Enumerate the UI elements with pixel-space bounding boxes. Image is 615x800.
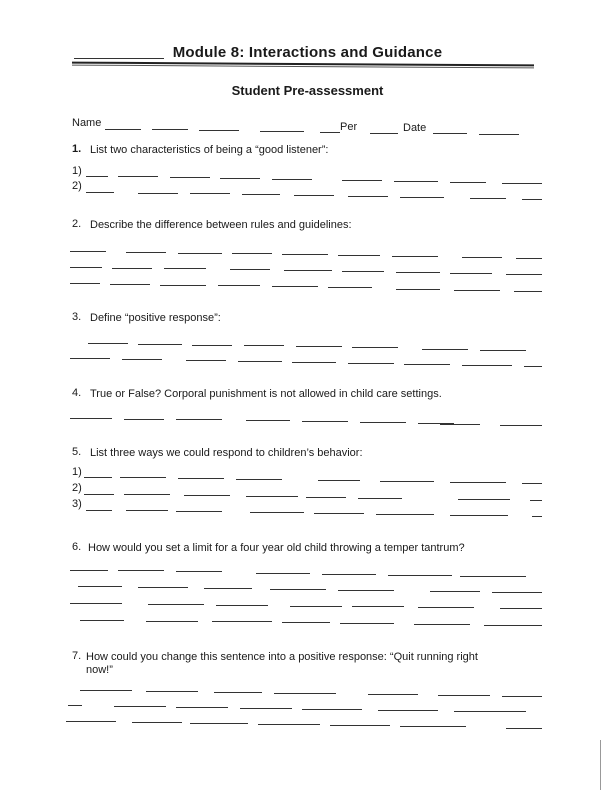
answer-blank[interactable] [462,365,512,366]
answer-blank[interactable] [392,256,438,257]
answer-blank[interactable] [514,291,542,292]
answer-blank[interactable] [418,607,474,608]
question-1-item-1: 1) [72,165,82,177]
answer-blank[interactable] [258,724,320,725]
answer-blank[interactable] [256,573,310,574]
answer-blank[interactable] [430,591,480,592]
answer-blank[interactable] [186,360,226,361]
answer-blank[interactable] [126,510,168,511]
name-blank[interactable] [152,129,188,130]
answer-blank[interactable] [70,251,106,252]
answer-blank[interactable] [216,605,268,606]
answer-blank[interactable] [146,621,198,622]
date-blank[interactable] [433,133,467,134]
name-blank[interactable] [105,129,141,130]
answer-blank[interactable] [80,620,124,621]
answer-blank[interactable] [484,625,542,626]
answer-blank[interactable] [284,270,332,271]
answer-blank[interactable] [236,479,282,480]
question-6-number: 6. [72,541,82,553]
answer-blank[interactable] [524,366,542,367]
answer-blank[interactable] [70,603,122,604]
answer-blank[interactable] [376,514,434,515]
answer-blank[interactable] [340,623,394,624]
answer-blank[interactable] [220,178,260,179]
answer-blank[interactable] [110,284,150,285]
answer-blank[interactable] [404,364,450,365]
per-label: Per [340,121,358,133]
answer-blank[interactable] [396,289,440,290]
answer-blank[interactable] [146,691,198,692]
answer-blank[interactable] [164,268,206,269]
answer-blank[interactable] [138,344,182,345]
answer-blank[interactable] [454,290,500,291]
answer-blank[interactable] [68,705,82,706]
answer-blank[interactable] [246,496,298,497]
answer-blank[interactable] [66,721,116,722]
answer-blank[interactable] [138,193,178,194]
answer-blank[interactable] [238,361,282,362]
question-4-text: True or False? Corporal punishment is not allowed in child care settings. [90,388,442,400]
answer-blank[interactable] [450,273,492,274]
answer-blank[interactable] [422,349,468,350]
answer-blank[interactable] [78,586,122,587]
answer-blank[interactable] [522,199,542,200]
answer-blank[interactable] [70,283,100,284]
answer-blank[interactable] [290,606,342,607]
answer-blank[interactable] [302,709,362,710]
name-blank[interactable] [260,131,304,132]
answer-blank[interactable] [118,176,158,177]
answer-blank[interactable] [178,253,222,254]
answer-blank[interactable] [232,253,272,254]
answer-blank[interactable] [80,690,132,691]
answer-blank[interactable] [124,419,164,420]
per-blank[interactable] [320,132,340,133]
answer-blank[interactable] [516,258,542,259]
answer-blank[interactable] [306,497,346,498]
answer-blank[interactable] [190,193,230,194]
answer-blank[interactable] [342,271,384,272]
question-2-number: 2. [72,218,82,230]
answer-blank[interactable] [530,500,542,501]
question-5-item-2: 2) [72,482,82,494]
answer-blank[interactable] [348,196,388,197]
answer-blank[interactable] [358,498,402,499]
scan-edge-mark [600,740,601,790]
answer-blank[interactable] [450,182,486,183]
answer-blank[interactable] [328,287,372,288]
answer-blank[interactable] [388,575,452,576]
question-7-text-continued: now!” [86,664,113,676]
answer-blank[interactable] [380,481,434,482]
answer-blank[interactable] [250,512,304,513]
answer-blank[interactable] [338,590,394,591]
answer-blank[interactable] [400,197,444,198]
answer-blank[interactable] [282,622,330,623]
answer-blank[interactable] [274,693,336,694]
answer-blank[interactable] [240,708,292,709]
page-subtitle: Student Pre-assessment [231,83,384,98]
answer-blank[interactable] [394,181,438,182]
answer-blank[interactable] [246,420,290,421]
answer-blank[interactable] [400,726,466,727]
answer-blank[interactable] [450,482,506,483]
question-1-number: 1. [72,143,82,155]
answer-blank[interactable] [352,606,404,607]
question-6-text: How would you set a limit for a four year old child throwing a temper tantrum? [88,542,465,554]
answer-blank[interactable] [218,285,260,286]
answer-blank[interactable] [506,728,542,729]
answer-blank[interactable] [500,425,542,426]
answer-blank[interactable] [342,180,382,181]
answer-blank[interactable] [352,347,398,348]
question-3-number: 3. [72,311,82,323]
per-blank[interactable] [370,133,398,134]
answer-blank[interactable] [318,480,360,481]
answer-blank[interactable] [462,257,502,258]
answer-blank[interactable] [160,285,206,286]
answer-blank[interactable] [338,255,380,256]
date-blank[interactable] [479,134,519,135]
question-7-text: How could you change this sentence into a positive response: “Quit running right [86,651,478,663]
answer-blank[interactable] [86,510,112,511]
answer-blank[interactable] [502,696,542,697]
answer-blank[interactable] [460,576,526,577]
answer-blank[interactable] [70,267,102,268]
answer-blank[interactable] [532,516,542,517]
answer-blank[interactable] [438,695,490,696]
answer-blank[interactable] [126,252,166,253]
answer-blank[interactable] [322,574,376,575]
answer-blank[interactable] [450,515,508,516]
date-label: Date [403,122,427,134]
answer-blank[interactable] [314,513,364,514]
answer-blank[interactable] [86,176,108,177]
answer-blank[interactable] [192,345,232,346]
name-blank[interactable] [199,130,239,131]
answer-blank[interactable] [292,362,336,363]
answer-blank[interactable] [378,710,438,711]
answer-blank[interactable] [138,587,188,588]
answer-blank[interactable] [270,589,326,590]
answer-blank[interactable] [86,192,114,193]
answer-blank[interactable] [458,499,510,500]
answer-blank[interactable] [212,621,272,622]
answer-blank[interactable] [348,363,394,364]
answer-blank[interactable] [70,358,110,359]
answer-blank[interactable] [360,422,406,423]
answer-blank[interactable] [170,177,210,178]
question-5-item-3: 3) [72,498,82,510]
question-1-text: List two characteristics of being a “good listener”: [90,144,329,156]
answer-blank[interactable] [492,592,542,593]
question-5-text: List three ways we could respond to children’s behavior: [90,447,363,459]
answer-blank[interactable] [470,198,506,199]
answer-blank[interactable] [454,711,526,712]
question-2-text: Describe the difference between rules and guidelines: [90,219,352,231]
answer-blank[interactable] [480,350,526,351]
answer-blank[interactable] [414,624,470,625]
answer-blank[interactable] [88,343,128,344]
answer-blank[interactable] [190,723,248,724]
answer-blank[interactable] [70,418,112,419]
answer-blank[interactable] [330,725,390,726]
page-title: Module 8: Interactions and Guidance [172,44,443,61]
answer-blank[interactable] [396,272,440,273]
question-3-text: Define “positive response”: [90,312,221,324]
answer-blank[interactable] [302,421,348,422]
answer-blank[interactable] [502,183,542,184]
answer-blank[interactable] [230,269,270,270]
answer-blank[interactable] [184,495,230,496]
answer-blank[interactable] [214,692,262,693]
answer-blank[interactable] [296,346,342,347]
answer-blank[interactable] [120,477,166,478]
name-label: Name [72,117,102,129]
answer-blank[interactable] [148,604,204,605]
answer-blank[interactable] [368,694,418,695]
answer-blank[interactable] [122,359,162,360]
answer-blank[interactable] [506,274,542,275]
answer-blank[interactable] [244,345,284,346]
answer-blank[interactable] [124,494,170,495]
answer-blank[interactable] [70,570,108,571]
answer-blank[interactable] [272,179,312,180]
answer-blank[interactable] [294,195,334,196]
answer-blank[interactable] [178,478,224,479]
answer-blank[interactable] [522,483,542,484]
answer-blank[interactable] [132,722,182,723]
question-4-number: 4. [72,387,82,399]
answer-blank[interactable] [176,511,222,512]
answer-blank[interactable] [242,194,280,195]
answer-blank[interactable] [272,286,318,287]
answer-blank[interactable] [84,477,112,478]
answer-blank[interactable] [114,706,166,707]
answer-blank[interactable] [112,268,152,269]
answer-blank[interactable] [500,608,542,609]
question-5-item-1: 1) [72,466,82,478]
answer-blank[interactable] [440,424,480,425]
answer-blank[interactable] [118,570,164,571]
answer-blank[interactable] [176,707,228,708]
answer-blank[interactable] [282,254,328,255]
question-7-number: 7. [72,650,82,662]
answer-blank[interactable] [84,494,114,495]
answer-blank[interactable] [204,588,252,589]
answer-blank[interactable] [176,571,222,572]
question-5-number: 5. [72,446,82,458]
answer-blank[interactable] [176,419,222,420]
question-1-item-2: 2) [72,180,82,192]
